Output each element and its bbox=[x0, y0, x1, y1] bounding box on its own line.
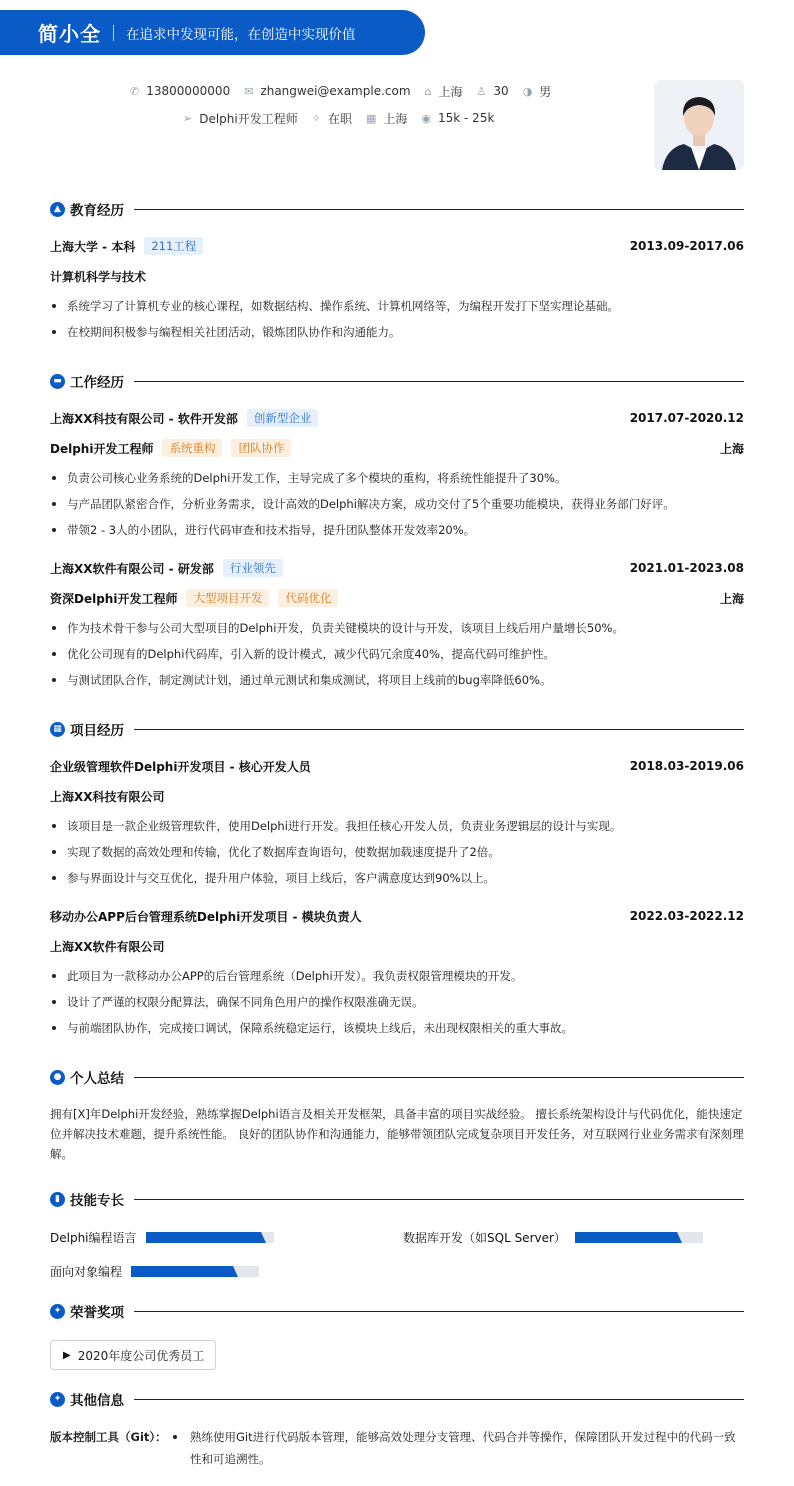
age-icon: ♙ bbox=[476, 84, 487, 98]
motto: 在追求中发现可能，在创造中实现价值 bbox=[126, 26, 356, 43]
skill-bar-fill bbox=[146, 1232, 261, 1243]
job-item bbox=[183, 110, 298, 127]
project-2-bullets bbox=[50, 967, 744, 1045]
briefcase-icon: ▬ bbox=[50, 374, 65, 389]
major: 计算机科学与技术 bbox=[50, 269, 147, 284]
project-2-header bbox=[50, 907, 744, 925]
skill-bar bbox=[131, 1266, 259, 1277]
work-section bbox=[50, 371, 744, 391]
list-item: 与前端团队协作，完成接口调试，保障系统稳定运行，该模块上线后，未出现权限相关的重大事故。 bbox=[50, 1019, 744, 1045]
skill-name: 数据库开发（如SQL Server） bbox=[403, 1230, 566, 1245]
education-major-row bbox=[50, 267, 744, 285]
project-1-bullets bbox=[50, 817, 744, 895]
job-row bbox=[183, 109, 508, 127]
project-name: 企业级管理软件Delphi开发项目 - 核心开发人员 bbox=[50, 759, 311, 774]
skill-bar bbox=[575, 1232, 703, 1243]
graduation-cap-icon: ▲ bbox=[50, 202, 65, 217]
awards-section bbox=[50, 1301, 744, 1321]
job-title: 资深Delphi开发工程师 bbox=[50, 591, 178, 606]
profile-photo-illustration bbox=[654, 80, 744, 170]
education-date: 2013.09-2017.06 bbox=[629, 239, 744, 253]
email-item bbox=[244, 84, 410, 98]
skill-bar-fill bbox=[131, 1266, 233, 1277]
mail-icon: ✉ bbox=[244, 84, 254, 98]
send-icon: ➢ bbox=[183, 111, 193, 125]
candidate-name: 简小全 bbox=[38, 22, 101, 46]
list-item: 系统学习了计算机专业的核心课程，如数据结构、操作系统、计算机网络等，为编程开发打下坚实理论基础。 bbox=[50, 297, 744, 323]
project-2-company-row bbox=[50, 937, 744, 955]
role-tag: 团队协作 bbox=[231, 439, 291, 457]
chart-icon: ▮ bbox=[50, 1192, 65, 1207]
city-item bbox=[366, 110, 407, 127]
other-info-key: 版本控制工具（Git）： bbox=[50, 1430, 167, 1444]
skill-item bbox=[403, 1228, 703, 1246]
location-value: 上海 bbox=[438, 84, 463, 99]
work-2-header bbox=[50, 559, 744, 577]
skill-name: Delphi编程语言 bbox=[50, 1230, 137, 1245]
other-info-value: 熟练使用Git进行代码版本管理，能够高效处理分支管理、代码合并等操作，保障团队开发过程中的代码一致性和可追溯性。 bbox=[172, 1426, 744, 1470]
summary-text: 拥有[X]年Delphi开发经验，熟练掌握Delphi语言及相关开发框架，具备丰富的项目实战经验。 擅长系统架构设计与代码优化，能快速定位并解决技术难题，提升系统性能。 良好的团队协作和沟通能力，能够带领团队完成复杂项目开发任务，对互联网行业业务需求有深刻理解。 bbox=[50, 1107, 744, 1161]
list-item: 作为技术骨干参与公司大型项目的Delphi开发，负责关键模块的设计与开发，该项目上线后用户量增长50%。 bbox=[50, 619, 744, 645]
project-1-header bbox=[50, 757, 744, 775]
list-item: 设计了严谨的权限分配算法，确保不同角色用户的操作权限准确无误。 bbox=[50, 993, 744, 1019]
info-icon: ✦ bbox=[50, 1392, 65, 1407]
work-date: 2021.01-2023.08 bbox=[629, 561, 744, 575]
status-item bbox=[312, 110, 352, 127]
grid-icon: ▦ bbox=[50, 722, 65, 737]
list-item: 参与界面设计与交互优化，提升用户体验，项目上线后，客户满意度达到90%以上。 bbox=[50, 869, 744, 895]
phone-icon: ✆ bbox=[130, 84, 140, 98]
work-location: 上海 bbox=[719, 591, 744, 606]
list-item: 优化公司现有的Delphi代码库，引入新的设计模式，减少代码冗余度40%，提高代码可维护性。 bbox=[50, 645, 744, 671]
project-date: 2018.03-2019.06 bbox=[629, 759, 744, 773]
skill-bar bbox=[146, 1232, 274, 1243]
role-tag: 系统重构 bbox=[162, 439, 222, 457]
section-title-skills: 技能专长 bbox=[70, 1193, 124, 1209]
role-tag: 代码优化 bbox=[278, 589, 338, 607]
school-tag: 211工程 bbox=[144, 237, 203, 255]
list-item: 此项目为一款移动办公APP的后台管理系统（Delphi开发）。我负责权限管理模块的开发。 bbox=[50, 967, 744, 993]
location-item bbox=[425, 83, 463, 100]
salary-value: 15k - 25k bbox=[438, 111, 495, 125]
salary-item bbox=[421, 111, 494, 125]
section-divider bbox=[134, 1399, 744, 1400]
award-icon: ✦ bbox=[50, 1304, 65, 1319]
project-company: 上海XX软件有限公司 bbox=[50, 939, 165, 954]
name-banner bbox=[0, 10, 425, 55]
projects-section bbox=[50, 719, 744, 739]
gender-item bbox=[523, 83, 552, 100]
skill-bar-fill bbox=[575, 1232, 677, 1243]
section-divider bbox=[134, 1077, 744, 1078]
company-name: 上海XX软件有限公司 - 研发部 bbox=[50, 561, 214, 576]
contact-row bbox=[130, 82, 565, 100]
section-divider bbox=[134, 729, 744, 730]
work-1-role bbox=[50, 439, 744, 457]
list-item: 该项目是一款企业级管理软件，使用Delphi进行开发。我担任核心开发人员，负责业务逻辑层的设计与实现。 bbox=[50, 817, 744, 843]
building-icon: ▦ bbox=[365, 111, 377, 125]
salary-icon: ◉ bbox=[421, 111, 431, 125]
city-value: 上海 bbox=[383, 111, 408, 126]
work-1-bullets bbox=[50, 469, 744, 547]
section-title-other: 其他信息 bbox=[70, 1393, 124, 1409]
list-item: 与测试团队合作，制定测试计划，通过单元测试和集成测试，将项目上线前的bug率降低60%。 bbox=[50, 671, 744, 697]
skills-section bbox=[50, 1189, 744, 1209]
summary-section bbox=[50, 1067, 744, 1087]
section-divider bbox=[134, 1311, 744, 1312]
phone-item bbox=[130, 84, 230, 98]
section-title-work: 工作经历 bbox=[70, 375, 124, 391]
phone-value: 13800000000 bbox=[146, 84, 231, 98]
skill-item bbox=[50, 1262, 259, 1280]
company-tag: 行业领先 bbox=[223, 559, 283, 577]
section-title-education: 教育经历 bbox=[70, 203, 124, 219]
status-value: 在职 bbox=[327, 111, 352, 126]
education-bullets bbox=[50, 297, 744, 349]
section-title-awards: 荣誉奖项 bbox=[70, 1305, 124, 1321]
gender-value: 男 bbox=[539, 84, 552, 99]
job-title: Delphi开发工程师 bbox=[50, 441, 154, 456]
profile-photo bbox=[654, 80, 744, 170]
age-value: 30 bbox=[493, 84, 509, 98]
section-title-summary: 个人总结 bbox=[70, 1071, 124, 1087]
role-tag: 大型项目开发 bbox=[186, 589, 269, 607]
list-item: 在校期间积极参与编程相关社团活动，锻炼团队协作和沟通能力。 bbox=[50, 323, 744, 349]
award-name: 2020年度公司优秀员工 bbox=[77, 1348, 205, 1363]
skill-item bbox=[50, 1228, 274, 1246]
other-info-item bbox=[50, 1426, 744, 1470]
work-date: 2017.07-2020.12 bbox=[629, 411, 744, 425]
job-value: Delphi开发工程师 bbox=[199, 111, 298, 126]
work-2-bullets bbox=[50, 619, 744, 697]
project-1-company-row bbox=[50, 787, 744, 805]
list-item: 实现了数据的高效处理和传输，优化了数据库查询语句，使数据加载速度提升了2倍。 bbox=[50, 843, 744, 869]
section-divider bbox=[134, 381, 744, 382]
skill-name: 面向对象编程 bbox=[50, 1264, 123, 1279]
project-name: 移动办公APP后台管理系统Delphi开发项目 - 模块负责人 bbox=[50, 909, 362, 924]
list-item: 与产品团队紧密合作，分析业务需求，设计高效的Delphi解决方案，成功交付了5个重要功能模块，获得业务部门好评。 bbox=[50, 495, 744, 521]
home-icon: ⌂ bbox=[424, 84, 432, 98]
section-divider bbox=[134, 209, 744, 210]
list-item: 带领2 - 3人的小团队，进行代码审查和技术指导，提升团队整体开发效率20%。 bbox=[50, 521, 744, 547]
work-1-header bbox=[50, 409, 744, 427]
play-triangle-icon: ▶ bbox=[63, 1349, 71, 1361]
award-item[interactable] bbox=[50, 1340, 216, 1370]
project-date: 2022.03-2022.12 bbox=[629, 909, 744, 923]
banner-divider bbox=[113, 25, 114, 41]
company-tag: 创新型企业 bbox=[247, 409, 319, 427]
work-location: 上海 bbox=[719, 441, 744, 456]
user-icon: ● bbox=[50, 1070, 65, 1085]
school-name: 上海大学 - 本科 bbox=[50, 239, 136, 254]
work-2-role bbox=[50, 589, 744, 607]
education-header bbox=[50, 237, 744, 255]
status-icon: ✧ bbox=[311, 111, 321, 125]
age-item bbox=[477, 84, 509, 98]
gender-icon: ◑ bbox=[522, 84, 533, 98]
project-company: 上海XX科技有限公司 bbox=[50, 789, 165, 804]
section-divider bbox=[134, 1199, 744, 1200]
list-item: 负责公司核心业务系统的Delphi开发工作，主导完成了多个模块的重构，将系统性能提升了30%。 bbox=[50, 469, 744, 495]
email-value: zhangwei@example.com bbox=[260, 84, 411, 98]
other-section bbox=[50, 1389, 744, 1409]
education-section bbox=[50, 199, 744, 219]
section-title-projects: 项目经历 bbox=[70, 723, 124, 739]
company-name: 上海XX科技有限公司 - 软件开发部 bbox=[50, 411, 238, 426]
